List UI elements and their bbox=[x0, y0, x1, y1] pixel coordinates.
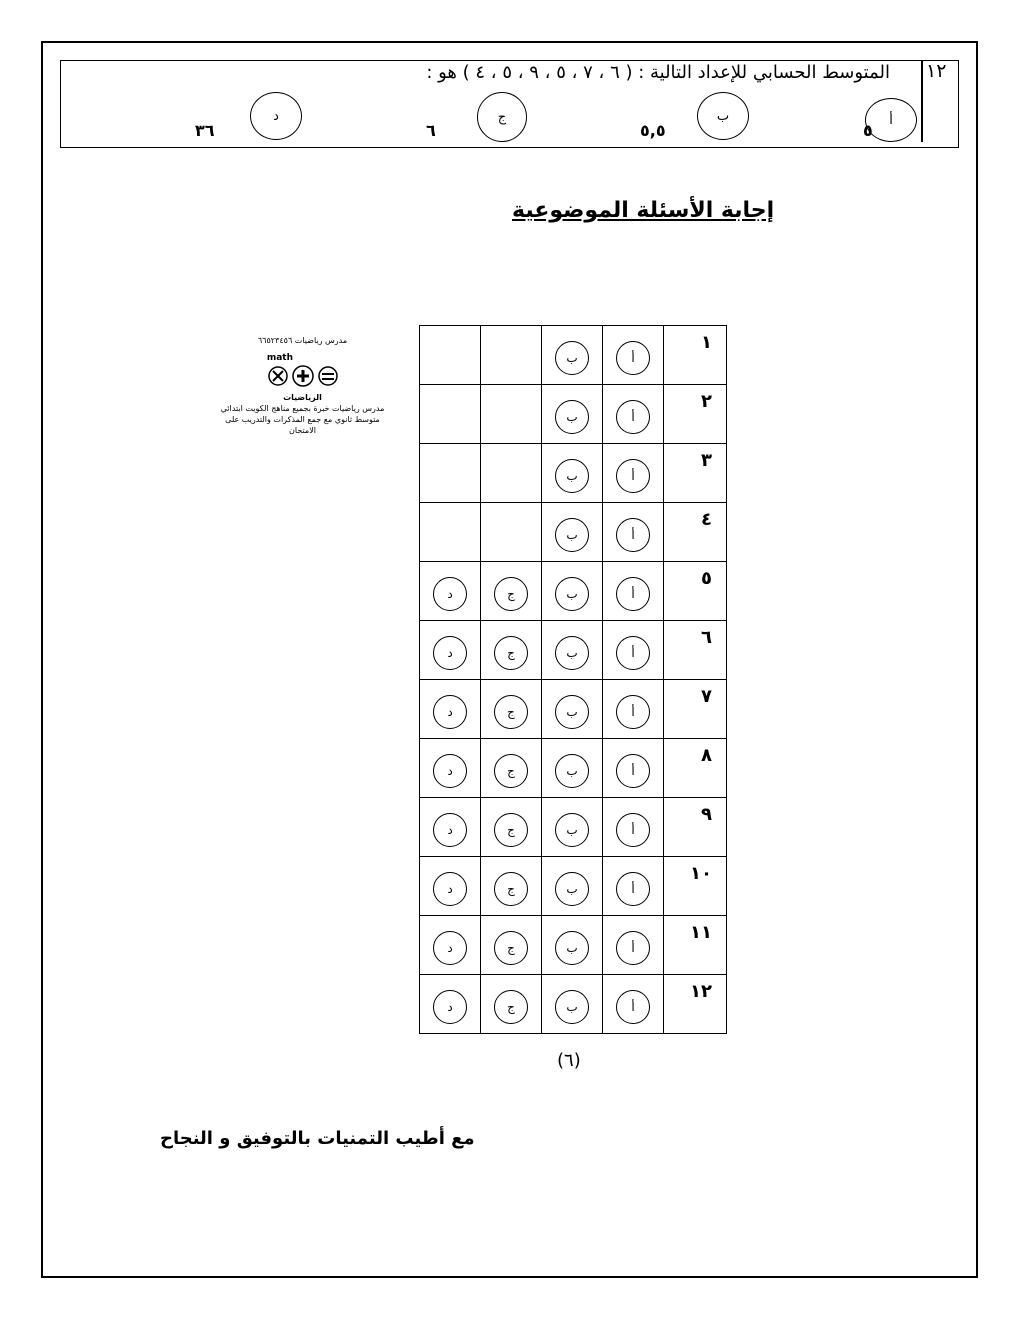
answer-choice-bubble[interactable]: ج bbox=[494, 990, 528, 1024]
answer-row-number: ٧ bbox=[664, 680, 727, 739]
logo-word: math bbox=[266, 353, 293, 363]
answer-choice-bubble[interactable]: د bbox=[433, 577, 467, 611]
answer-cell bbox=[481, 326, 542, 385]
answer-cell bbox=[481, 739, 542, 798]
answer-choice-bubble[interactable]: ب bbox=[555, 872, 589, 906]
answer-cell bbox=[420, 503, 481, 562]
answer-cell bbox=[420, 326, 481, 385]
answer-cell bbox=[542, 916, 603, 975]
answer-row-number: ٤ bbox=[664, 503, 727, 562]
answer-cell bbox=[420, 916, 481, 975]
answer-row bbox=[420, 621, 727, 680]
answer-row bbox=[420, 975, 727, 1034]
answer-choice-bubble[interactable]: أ bbox=[616, 813, 650, 847]
answer-row-number: ١١ bbox=[664, 916, 727, 975]
answer-cell bbox=[603, 916, 664, 975]
answer-cell bbox=[481, 916, 542, 975]
answer-cell bbox=[481, 857, 542, 916]
answer-choice-bubble[interactable]: أ bbox=[616, 872, 650, 906]
answer-choice-bubble[interactable]: د bbox=[433, 931, 467, 965]
answer-cell bbox=[603, 326, 664, 385]
answer-choice-bubble[interactable]: ب bbox=[555, 754, 589, 788]
answer-cell bbox=[481, 503, 542, 562]
answer-cell bbox=[481, 385, 542, 444]
answer-cell bbox=[542, 798, 603, 857]
answer-row-number: ٩ bbox=[664, 798, 727, 857]
choice-c-letter: ج bbox=[497, 109, 507, 125]
choice-a-value: ٥ bbox=[863, 121, 873, 140]
answer-cell bbox=[420, 621, 481, 680]
answer-choice-bubble[interactable]: ب bbox=[555, 341, 589, 375]
answer-row bbox=[420, 326, 727, 385]
answer-choice-bubble[interactable]: ب bbox=[555, 518, 589, 552]
closing-message: مع أطيب التمنيات بالتوفيق و النجاح bbox=[160, 1128, 475, 1149]
answer-row bbox=[420, 503, 727, 562]
answer-cell bbox=[542, 326, 603, 385]
answer-cell bbox=[603, 680, 664, 739]
answer-row-number: ١٠ bbox=[664, 857, 727, 916]
answer-cell bbox=[603, 975, 664, 1034]
choice-d-letter: د bbox=[273, 108, 279, 124]
answer-row bbox=[420, 798, 727, 857]
answer-cell bbox=[420, 680, 481, 739]
answer-choice-bubble[interactable]: د bbox=[433, 754, 467, 788]
answer-cell bbox=[542, 680, 603, 739]
choice-c-value: ٦ bbox=[426, 121, 436, 140]
answer-cell bbox=[481, 680, 542, 739]
answer-choice-bubble[interactable]: أ bbox=[616, 400, 650, 434]
answer-choice-bubble[interactable]: أ bbox=[616, 931, 650, 965]
answer-choice-bubble[interactable]: ب bbox=[555, 931, 589, 965]
answer-cell bbox=[420, 739, 481, 798]
answer-row-number: ١ bbox=[664, 326, 727, 385]
answer-choice-bubble[interactable]: د bbox=[433, 813, 467, 847]
answer-cell bbox=[420, 562, 481, 621]
answer-choice-bubble[interactable]: أ bbox=[616, 754, 650, 788]
answer-row-number: ٦ bbox=[664, 621, 727, 680]
answer-cell bbox=[603, 562, 664, 621]
stamp-line-2: مدرس رياضيات خبرة بجميع مناهج الكويت ابتدائي bbox=[220, 404, 385, 413]
choice-b-value: ٥,٥ bbox=[640, 121, 666, 140]
answer-cell bbox=[603, 385, 664, 444]
choice-d-value: ٣٦ bbox=[195, 121, 215, 140]
answer-choice-bubble[interactable]: د bbox=[433, 990, 467, 1024]
answer-choice-bubble[interactable]: أ bbox=[616, 990, 650, 1024]
choice-a-circle[interactable] bbox=[865, 98, 917, 142]
answer-cell bbox=[542, 621, 603, 680]
stamp-line-1: مدرس رياضيات ٦٦٥٢٣٤٥٦ bbox=[257, 336, 348, 345]
answer-cell bbox=[542, 975, 603, 1034]
answer-cell bbox=[542, 857, 603, 916]
question-divider bbox=[921, 60, 923, 142]
question-text: المتوسط الحسابي للإعداد التالية : ( ٦ ، ٧ ، ٥ ، ٩ ، ٥ ، ٤ ) هو : bbox=[426, 62, 890, 83]
answer-cell bbox=[420, 857, 481, 916]
answer-cell bbox=[542, 562, 603, 621]
answer-cell bbox=[542, 385, 603, 444]
stamp-logo-caption: الرياضيات bbox=[283, 393, 322, 402]
question-number: ١٢ bbox=[926, 60, 947, 82]
answer-row bbox=[420, 562, 727, 621]
answer-cell bbox=[481, 444, 542, 503]
math-logo-icon bbox=[263, 350, 343, 392]
answer-choice-bubble[interactable]: أ bbox=[616, 459, 650, 493]
choice-a-letter: أ bbox=[889, 112, 893, 128]
answer-cell bbox=[420, 798, 481, 857]
answer-row bbox=[420, 444, 727, 503]
answer-row-number: ٥ bbox=[664, 562, 727, 621]
answer-choice-bubble[interactable]: أ bbox=[616, 695, 650, 729]
answer-cell bbox=[481, 798, 542, 857]
answer-choice-bubble[interactable]: ج bbox=[494, 695, 528, 729]
answer-row-number: ١٢ bbox=[664, 975, 727, 1034]
answer-row-number: ٨ bbox=[664, 739, 727, 798]
answer-choice-bubble[interactable]: د bbox=[433, 636, 467, 670]
answer-cell bbox=[420, 975, 481, 1034]
answer-cell bbox=[603, 444, 664, 503]
stamp-line-4: الامتحان bbox=[289, 426, 316, 435]
choice-c-circle[interactable] bbox=[477, 92, 527, 142]
answer-cell bbox=[603, 857, 664, 916]
answer-cell bbox=[542, 739, 603, 798]
answer-cell bbox=[603, 739, 664, 798]
answer-choice-bubble[interactable]: أ bbox=[616, 341, 650, 375]
answer-cell bbox=[481, 975, 542, 1034]
answer-choice-bubble[interactable]: د bbox=[433, 872, 467, 906]
answer-choice-bubble[interactable]: ب bbox=[555, 636, 589, 670]
answer-row bbox=[420, 857, 727, 916]
answer-row-number: ٣ bbox=[664, 444, 727, 503]
answer-cell bbox=[481, 621, 542, 680]
answer-cell bbox=[603, 621, 664, 680]
answer-choice-bubble[interactable]: ب bbox=[555, 577, 589, 611]
answer-cell bbox=[420, 385, 481, 444]
answer-row bbox=[420, 739, 727, 798]
stamp bbox=[205, 335, 400, 460]
answer-cell bbox=[542, 503, 603, 562]
answer-choice-bubble[interactable]: ج bbox=[494, 754, 528, 788]
answer-cell bbox=[542, 444, 603, 503]
answer-cell bbox=[481, 562, 542, 621]
answer-choice-bubble[interactable]: ج bbox=[494, 636, 528, 670]
choice-d-circle[interactable] bbox=[250, 92, 302, 140]
choice-b-circle[interactable] bbox=[697, 92, 749, 140]
answer-choice-bubble[interactable]: ب bbox=[555, 990, 589, 1024]
answer-choice-bubble[interactable]: أ bbox=[616, 577, 650, 611]
section-title: إجابة الأسئلة الموضوعية bbox=[512, 198, 775, 223]
answer-choice-bubble[interactable]: ج bbox=[494, 813, 528, 847]
answer-choice-bubble[interactable]: ب bbox=[555, 400, 589, 434]
answer-cell bbox=[603, 798, 664, 857]
choice-b-letter: ب bbox=[716, 108, 730, 124]
answer-row-number: ٢ bbox=[664, 385, 727, 444]
page-number: (٦) bbox=[557, 1050, 581, 1071]
answer-choice-bubble[interactable]: ج bbox=[494, 872, 528, 906]
answer-choice-bubble[interactable]: أ bbox=[616, 518, 650, 552]
answer-choice-bubble[interactable]: ب bbox=[555, 695, 589, 729]
answer-choice-bubble[interactable]: ج bbox=[494, 577, 528, 611]
answer-choice-bubble[interactable]: ب bbox=[555, 459, 589, 493]
answer-cell bbox=[420, 444, 481, 503]
answer-cell bbox=[603, 503, 664, 562]
answer-choice-bubble[interactable]: ج bbox=[494, 931, 528, 965]
answer-row bbox=[420, 916, 727, 975]
answer-row bbox=[420, 680, 727, 739]
answer-sheet-table bbox=[419, 325, 727, 1034]
answer-choice-bubble[interactable]: أ bbox=[616, 636, 650, 670]
stamp-line-3: متوسط ثانوي مع جمع المذكرات والتدريب على bbox=[225, 415, 380, 424]
answer-row bbox=[420, 385, 727, 444]
answer-choice-bubble[interactable]: د bbox=[433, 695, 467, 729]
answer-choice-bubble[interactable]: ب bbox=[555, 813, 589, 847]
